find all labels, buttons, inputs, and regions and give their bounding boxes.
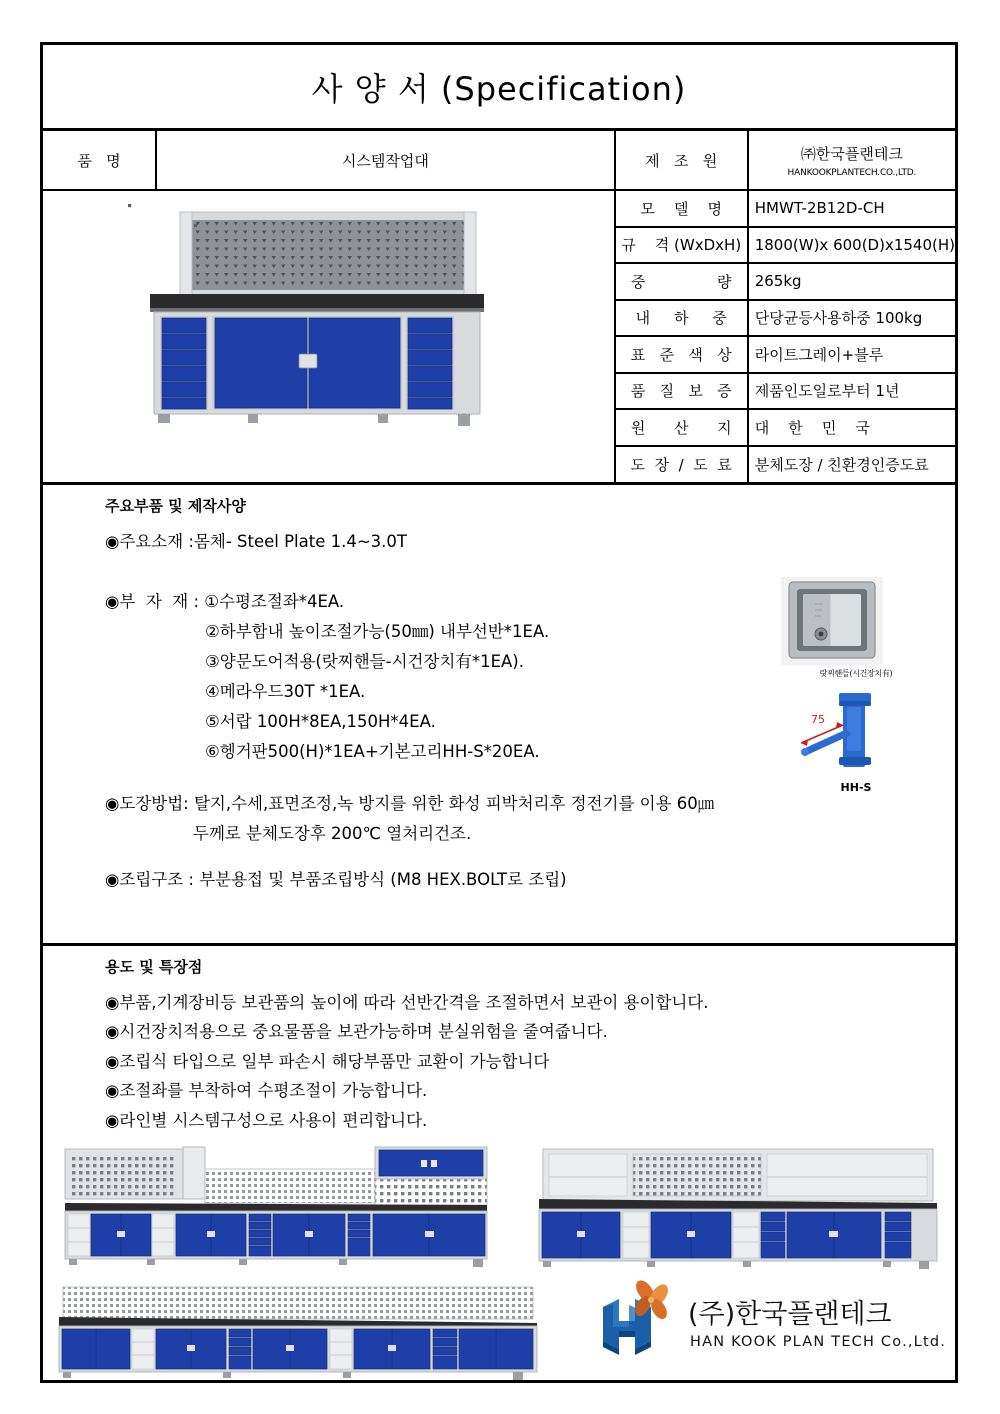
parts-section [43,485,955,946]
maker-name-kr: ㈜한국플랜테크 [800,144,903,163]
document-title-row [43,45,955,131]
spec-value: 단당균등사용하중 100kg [754,309,923,328]
maker-row [616,131,955,191]
logo-flower [632,1277,672,1322]
spec-row-warranty [616,374,955,411]
coating-line-2: 두께로 분체도장후 200℃ 열처리건조. [193,823,472,843]
use-bullet-5: ◉라인별 시스템구성으로 사용이 편리합니다. [105,1110,428,1130]
spec-label: 원 산 지 [616,410,749,445]
spec-label: 내 하 중 [616,301,749,336]
sub-item-1: ①수평조절좌*4EA. [204,591,345,611]
spec-row-color [616,337,955,374]
use-section [43,946,955,1136]
maker-label: 제 조 원 [616,131,749,189]
hook-dimension-text: 75 [811,712,825,726]
hh-s-hook-image [781,687,899,779]
parts-section-heading: 주요부품 및 제작사양 [105,496,246,515]
spec-value: 대 한 민 국 [754,418,870,437]
product-name-label: 품 명 [43,131,157,189]
spec-value: 265kg [754,272,802,291]
product-name-row [43,131,614,191]
sub-item-6: ⑥헹거판500(H)*1EA+기본고리HH-S*20EA. [205,741,540,761]
company-logo [603,1277,946,1355]
spec-label: 모 델 명 [616,191,749,226]
part-detail-images [781,577,931,794]
product-left-column [43,131,616,482]
logo-text-kr: (주)한국플랜테크 [688,1299,892,1330]
spec-row-weight [616,264,955,301]
latch-handle-image [781,577,883,665]
use-bullet-2: ◉시건장치적용으로 중요물품을 보관가능하며 분실위험을 줄여줍니다. [105,1022,608,1041]
coating-line-1: ◉도장방법: 탈지,수세,표면조정,녹 방지를 위한 화성 피박처리후 정전기를 이용 60㎛ [105,793,715,813]
sub-material-label: ◉부 자 재 : [105,591,205,611]
spec-value: 1800(W)x 600(D)x1540(H) [754,235,955,254]
spec-row-load [616,301,955,338]
spec-right-column [616,131,955,482]
sub-item-4: ④메라우드30T *1EA. [205,681,366,701]
spec-label: 도 장 / 도 료 [616,447,749,482]
spec-label: 규 격 (WxDxH) [616,228,749,263]
spec-label: 표 준 색 상 [616,337,749,372]
logo-text-en: HAN KOOK PLAN TECH Co.,Ltd. [690,1334,947,1350]
use-bullet-3: ◉조립식 타입으로 일부 파손시 해당부품만 교환이 가능합니다 [105,1051,550,1071]
spec-row-model [616,191,955,228]
maker-name-en: HANKOOKPLANTECH.CO.,LTD. [787,167,917,178]
spec-value: 분체도장 / 친환경인증도료 [754,455,929,474]
product-gallery [43,1135,955,1391]
gallery-illustrations [43,1135,955,1391]
page-title: 사 양 서 (Specification) [311,69,687,108]
spec-value: 제품인도일로부터 1년 [754,382,900,401]
specification-sheet [40,42,958,1383]
spec-label: 품 질 보 증 [616,374,749,409]
product-name-value: 시스템작업대 [341,151,429,170]
bench-run-top-left [65,1147,487,1267]
use-section-heading: 용도 및 특장점 [105,957,203,976]
hook-caption: HH-S [840,780,872,794]
spec-row-origin [616,410,955,447]
upper-table [43,131,955,485]
spec-row-coating [616,447,955,482]
spec-label: 중 량 [616,264,749,299]
use-bullet-4: ◉조절좌를 부착하여 수평조절이 가능합니다. [105,1081,428,1100]
workbench-illustration [128,204,528,454]
spec-value: 라이트그레이+블루 [754,345,884,364]
material-line: ◉주요소재 :몸체- Steel Plate 1.4~3.0T [105,531,408,551]
spec-value: HMWT-2B12D-CH [754,199,885,218]
spec-row-dimensions [616,228,955,265]
bench-run-top-right [539,1149,937,1269]
latch-handle-caption: 랏찌핸들(시건장치有) [819,668,893,678]
use-bullet-1: ◉부품,기계장비등 보관품의 높이에 따라 선반간격을 조절하면서 보관이 용이합니다. [105,992,709,1012]
maker-value [749,131,955,189]
assembly-line: ◉조립구조 : 부분용접 및 부품조립방식 (M8 HEX.BOLT로 조립) [105,869,567,889]
product-photo [43,191,614,467]
sub-item-5: ⑤서랍 100H*8EA,150H*4EA. [205,711,436,731]
sub-item-3: ③양문도어적용(랏찌핸들-시건장치有*1EA). [205,651,524,671]
bench-run-bottom-left [59,1287,537,1380]
sub-item-2: ②하부함내 높이조절가능(50㎜) 내부선반*1EA. [205,621,550,641]
